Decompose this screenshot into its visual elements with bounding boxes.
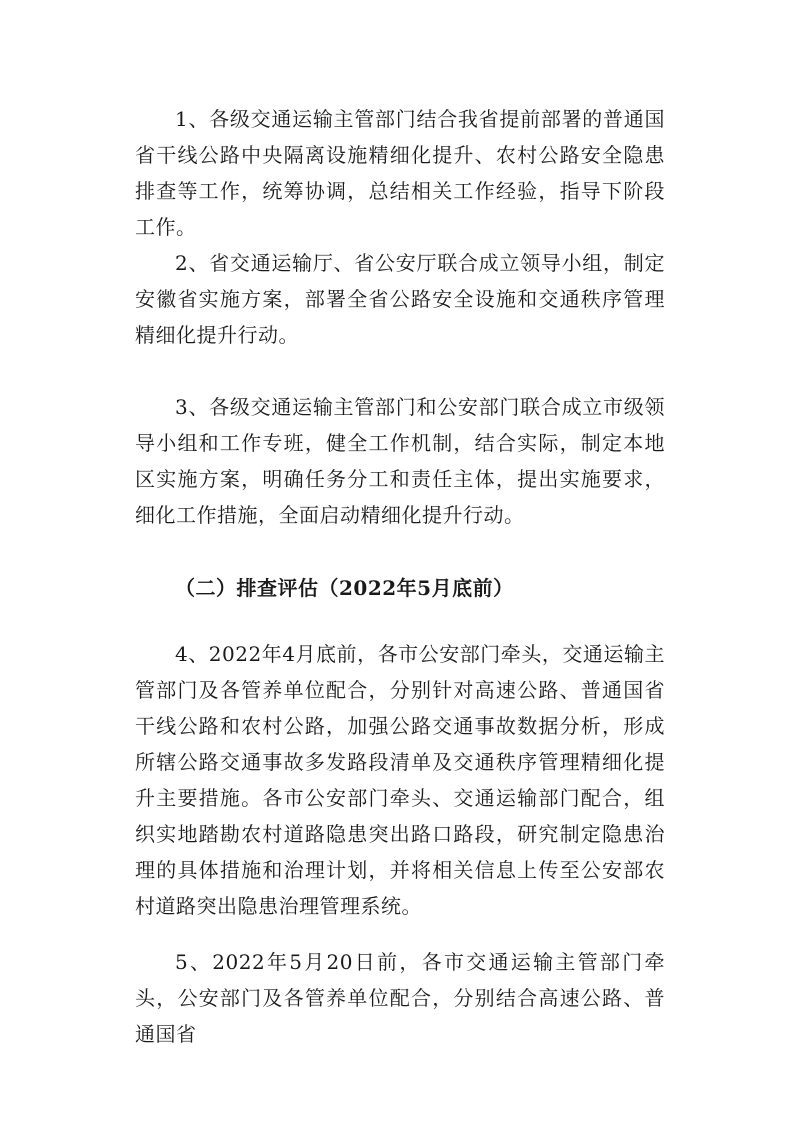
- paragraph-1: 1、各级交通运输主管部门结合我省提前部署的普通国省干线公路中央隔离设施精细化提升、农村公路安全隐患排查等工作，统筹协调，总结相关工作经验，指导下阶段工作。: [135, 107, 665, 239]
- paragraph-5: 5、2022年5月20日前，各市交通运输主管部门牵头，公安部门及各管养单位配合，分别结合高速公路、普通国省: [135, 950, 665, 1046]
- paragraph-3: 3、各级交通运输主管部门和公安部门联合成立市级领导小组和工作专班，健全工作机制，结合实际，制定本地区实施方案，明确任务分工和责任主体，提出实施要求，细化工作措施，全面启动精细化提升行动。: [135, 395, 665, 527]
- paragraph-2: 2、省交通运输厅、省公安厅联合成立领导小组，制定安徽省实施方案，部署全省公路安全设施和交通秩序管理精细化提升行动。: [135, 251, 665, 347]
- paragraph-4: 4、2022年4月底前，各市公安部门牵头，交通运输主管部门及各管养单位配合，分别针对高速公路、普通国省干线公路和农村公路，加强公路交通事故数据分析，形成所辖公路交通事故多发路段清单及交通秩序管理精细化提升主要措施。各市公安部门牵头、交通运输部门配合，组织实地踏勘农村道路隐患突出路口路段，研究制定隐患治理的具体措施和治理计划，并将相关信息上传至公安部农村道路突出隐患治理管理系统。: [135, 642, 665, 918]
- section-heading: （二）排查评估（2022年5月底前）: [175, 576, 514, 600]
